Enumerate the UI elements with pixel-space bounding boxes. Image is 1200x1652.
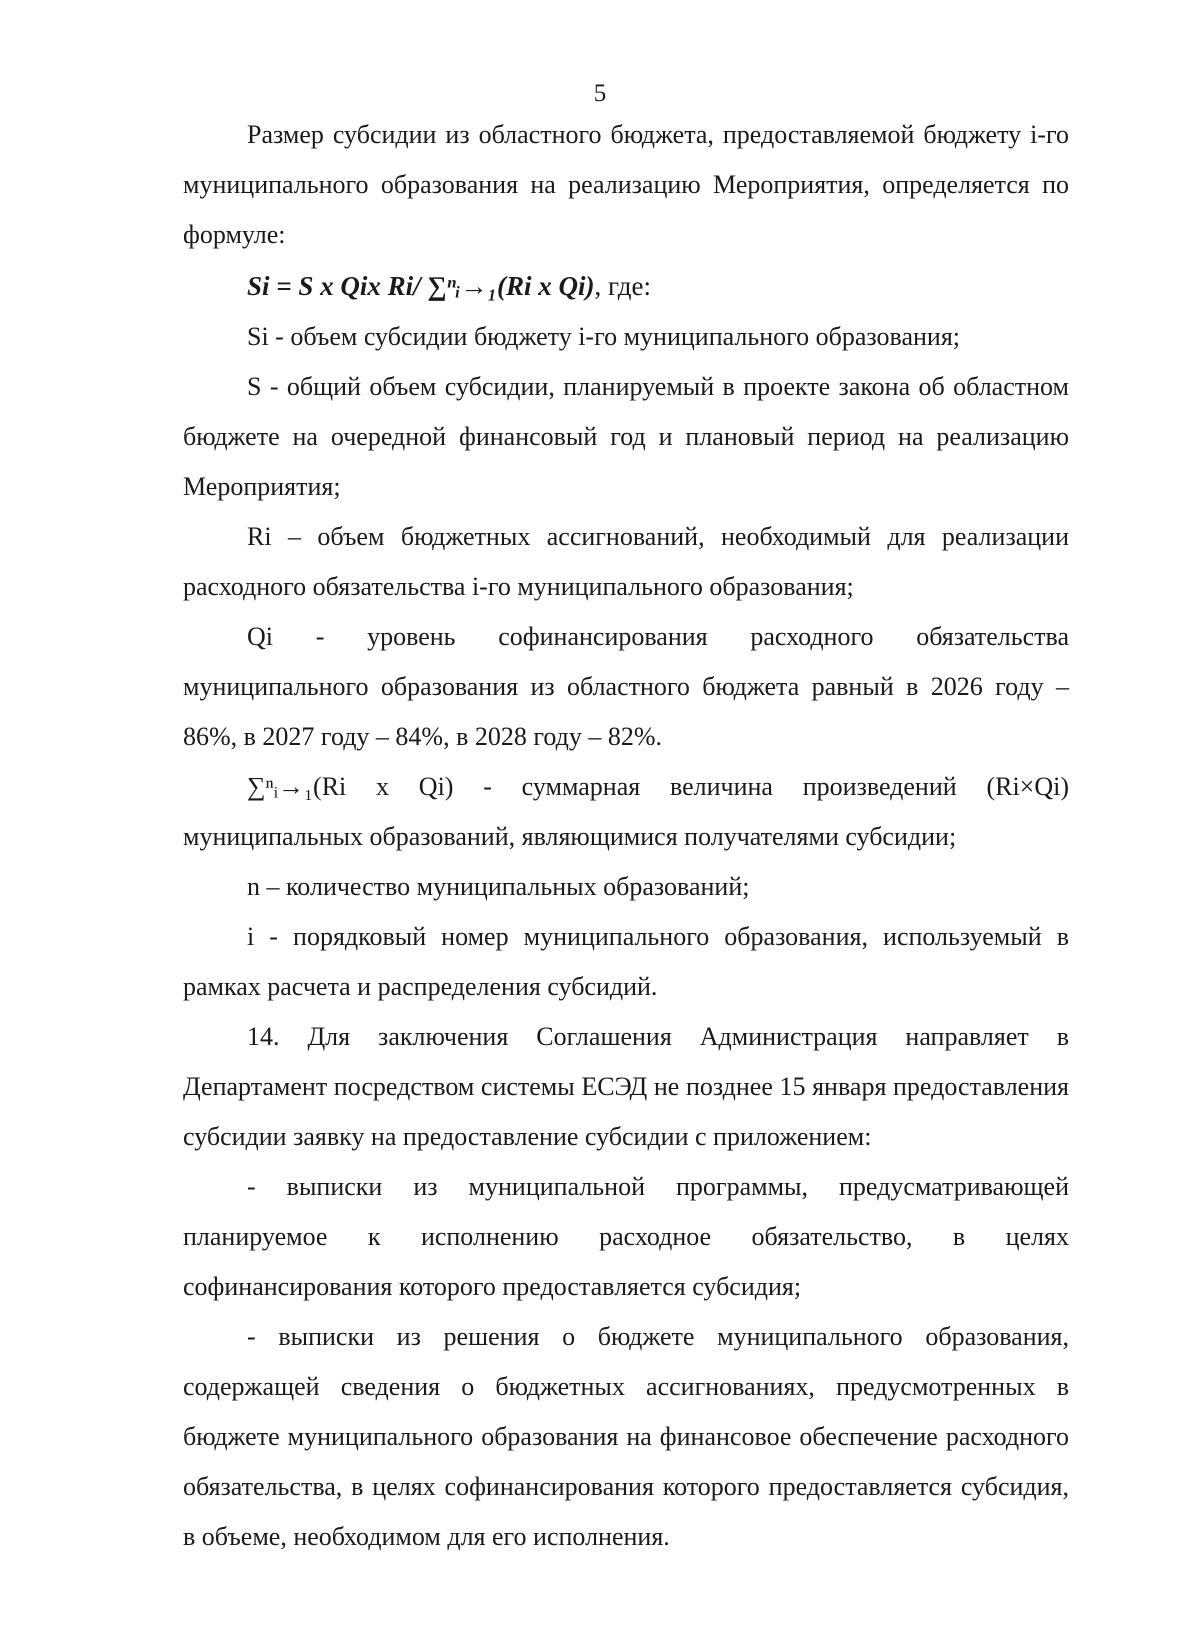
definition-si: Si - объем субсидии бюджету i-го муниципального образования; bbox=[247, 322, 961, 351]
list-item-budget-extract: - выписки из решения о бюджете муниципального образования, содержащей сведения о бюджетных ассигнованиях, предусмотренных в бюджете муниципального образования на финансовое обеспечение расходного обязательства, в целях софинансирования которого предоставляется субсидия, в объеме, необходимом для его исполнения. bbox=[183, 1322, 1069, 1551]
paragraph-subsidy-size: Размер субсидии из областного бюджета, предоставляемой бюджету i-го муниципального образования на реализацию Мероприятия, определяется по формуле: bbox=[183, 120, 1069, 249]
definition-n: n – количество муниципальных образований; bbox=[247, 872, 750, 901]
document-body bbox=[183, 110, 1069, 1562]
formula-suffix: , где: bbox=[594, 271, 651, 301]
formula bbox=[183, 260, 1069, 312]
definition-ri: Ri – объем бюджетных ассигнований, необходимый для реализации расходного обязательства i-го муниципального образования; bbox=[183, 522, 1069, 601]
definition-s: S - общий объем субсидии, планируемый в проекте закона об областном бюджете на очередной финансовый год и плановый период на реализацию Мероприятия; bbox=[183, 372, 1069, 501]
formula-expression: Si = S x Qix Ri/ ∑ⁿᵢ→₁(Ri x Qi) bbox=[247, 271, 595, 301]
page-number: 5 bbox=[593, 80, 607, 107]
list-item-program-extract: - выписки из муниципальной программы, предусматривающей планируемое к исполнению расходное обязательство, в целях софинансирования которого предоставляется субсидия; bbox=[183, 1172, 1069, 1301]
definition-i: i - порядковый номер муниципального образования, используемый в рамках расчета и распределения субсидий. bbox=[183, 922, 1069, 1001]
paragraph-14: 14. Для заключения Соглашения Администрация направляет в Департамент посредством системы ЕСЭД не позднее 15 января предоставления субсидии заявку на предоставление субсидии с приложением: bbox=[183, 1022, 1069, 1151]
definition-qi: Qi - уровень софинансирования расходного обязательства муниципального образования из областного бюджета равный в 2026 году – 86%, в 2027 году – 84%, в 2028 году – 82%. bbox=[183, 622, 1069, 751]
definition-sum: ∑ⁿᵢ→₁(Ri x Qi) - суммарная величина произведений (Ri×Qi) муниципальных образований, являющимися получателями субсидии; bbox=[183, 772, 1069, 851]
